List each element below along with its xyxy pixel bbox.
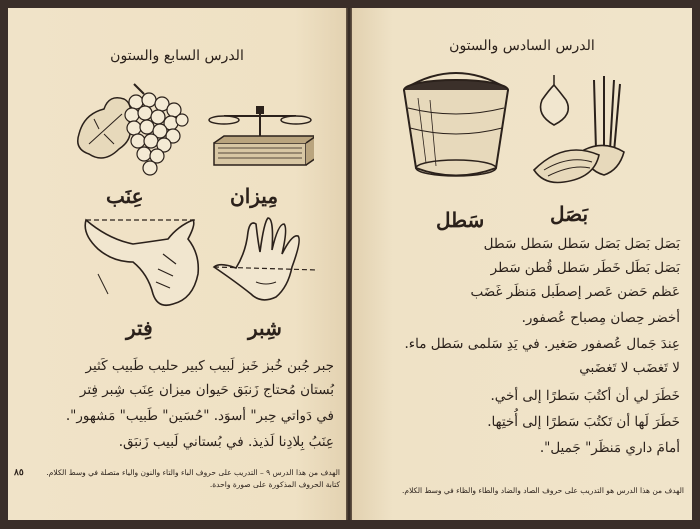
- right-line-8: خَطَرَ لَها أن تَكتُبَ سَطرًا إلى أُختِها.: [487, 414, 680, 430]
- right-page-title: الدرس السادس والستون: [449, 38, 595, 54]
- right-line-3: عَظم حَضن عَصر إصطَبل مَنظَر غَضَب: [470, 284, 680, 300]
- right-line-5: عِندَ جَمال عُصفور صَغير. في يَدِ سَلمى سَطل ماء.: [404, 336, 680, 352]
- left-footnote-1: الهدف من هذا الدرس ٩ – التدريب على حروف الباء والتاء والنون والياء متصلة في وسط الكلام.: [46, 468, 340, 477]
- onion-illustration: [524, 70, 644, 195]
- right-line-1: بَصَل بَصَل بَصَل سَطل سَطل سَطل: [483, 236, 680, 252]
- right-line-7: خَطَرَ لي أن أكتُبَ سَطرًا إلى أخي.: [490, 388, 680, 404]
- word-shibr: شِبر: [248, 316, 282, 340]
- word-scale: مِيزان: [230, 184, 279, 208]
- right-footnote: الهدف من هذا الدرس هو التدريب على حروف الصاد والضاد والطاء والظاء في وسط الكلام.: [402, 486, 684, 495]
- right-page: [352, 8, 692, 520]
- word-bucket: سَطل: [436, 208, 485, 232]
- left-page: [8, 8, 346, 520]
- scale-illustration: [204, 98, 314, 178]
- left-line-3: في دَواتي حِبر" أسوَد. "حُسَين" طَبيب" مَشهور".: [65, 408, 334, 424]
- left-line-2: بُستان مُحتاج زَنبَق حَيوان ميزان عِنَب شِبر فِتر: [79, 382, 334, 398]
- hand-span-fitr-illustration: [78, 214, 208, 314]
- page-number: ٨٥: [14, 468, 24, 478]
- word-grapes: عِنَب: [106, 184, 144, 208]
- left-line-4: عِنَبُ بِلادِنا لَذيذ. في بُستاني لَبيب زَنبَق.: [118, 434, 334, 450]
- left-page-title: الدرس السابع والستون: [110, 48, 244, 64]
- left-footnote-2: كتابة الحروف المذكورة على صورة واحدة.: [209, 480, 340, 489]
- grapes-illustration: [74, 74, 194, 184]
- right-line-4: أخضر حِصان مِصباح عُصفور.: [521, 310, 680, 326]
- right-line-6: لا تَغضَب لا تَغضَبي: [579, 360, 680, 376]
- right-line-9: أمامَ داري مَنظَر" جَميل".: [539, 440, 680, 456]
- word-fitr: فِتر: [126, 316, 153, 340]
- word-onion: بَصَل: [550, 202, 589, 226]
- left-line-1: جبر جُبن خُبز خَبز لَبيب كبير حليب طَبيب كَثير: [85, 358, 334, 374]
- hand-span-shibr-illustration: [206, 212, 326, 312]
- right-line-2: بَصَل بَطَل خَطَر سَطل قُطن سَطر: [490, 260, 680, 276]
- bucket-illustration: [396, 68, 516, 188]
